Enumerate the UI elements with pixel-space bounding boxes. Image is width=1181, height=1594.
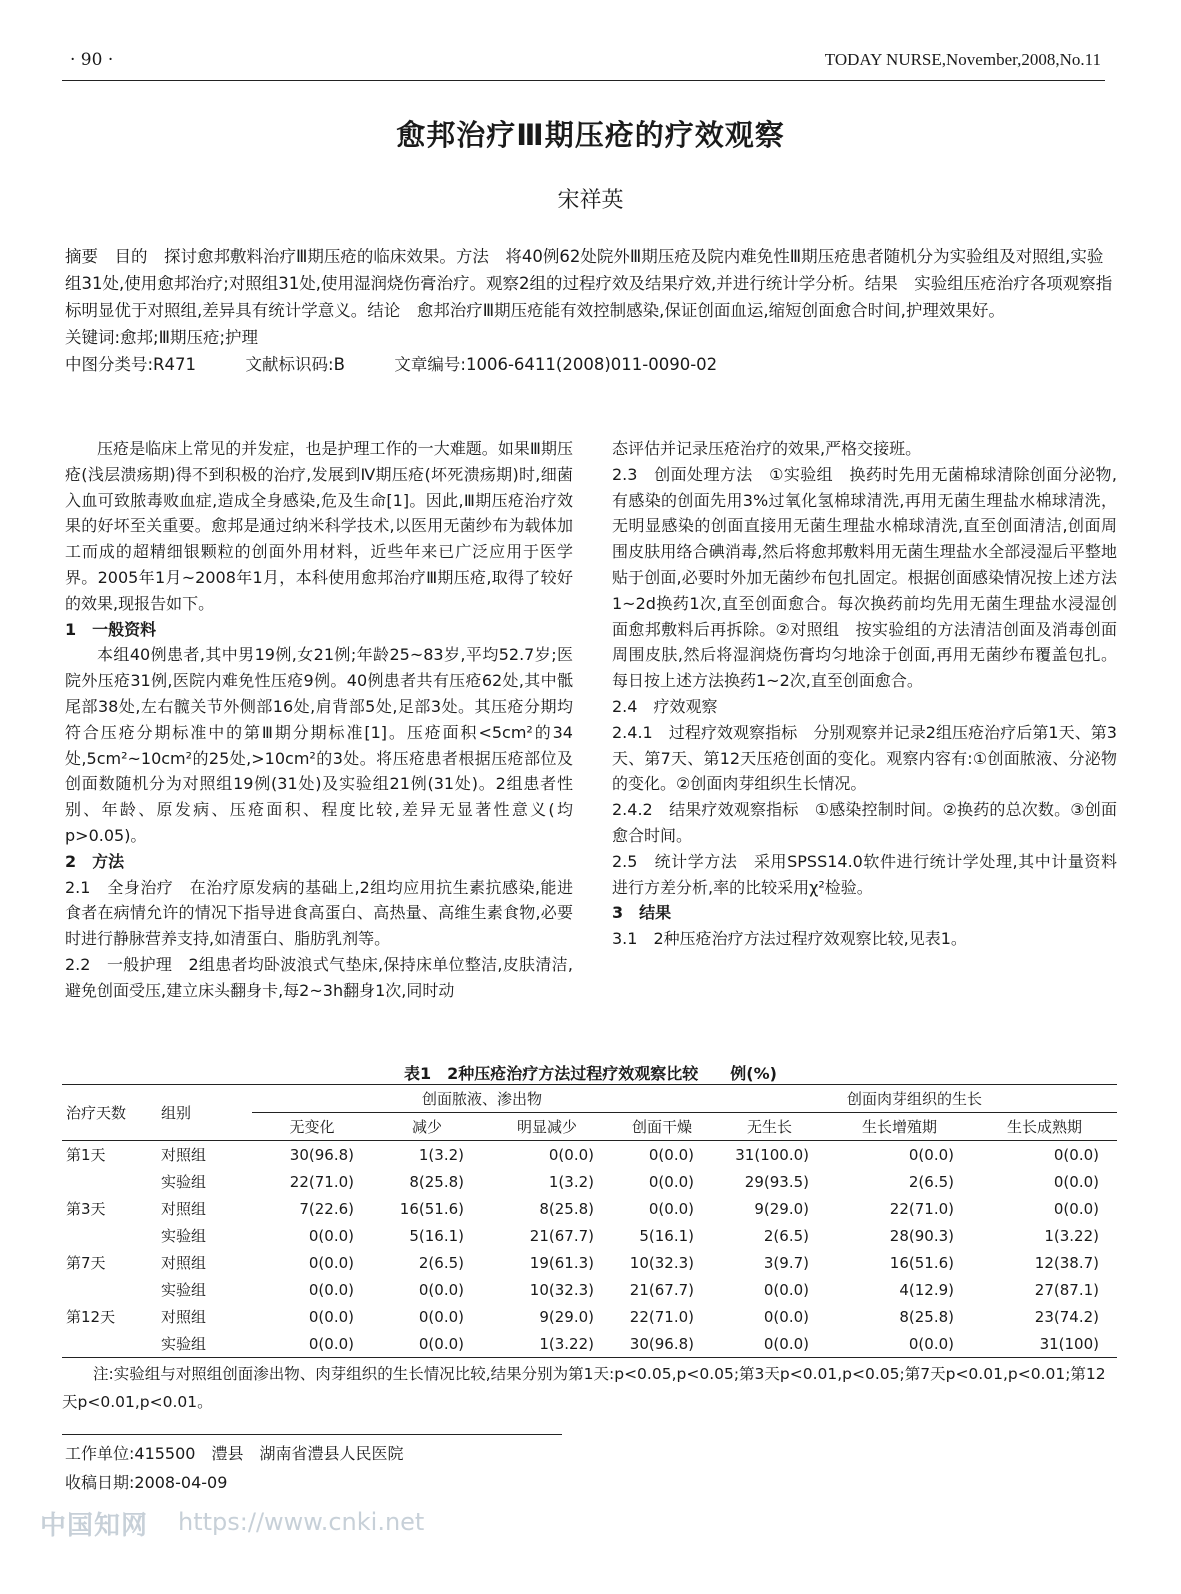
cell-value: 10(32.3) (629, 1253, 694, 1272)
body-paragraph: 2.4.2 结果疗效观察指标 ①感染控制时间。②换药的总次数。③创面愈合时间。 (612, 800, 1117, 845)
table-body (62, 1141, 1117, 1358)
received-date: 收稿日期:2008-04-09 (65, 1473, 228, 1492)
cell-value: 21(67.7) (529, 1226, 594, 1245)
cell-value: 0(0.0) (763, 1280, 809, 1299)
cell-value: 0(0.0) (548, 1145, 594, 1164)
cell-day (62, 1222, 157, 1249)
sub-header: 生长成熟期 (972, 1113, 1117, 1141)
cell-value: 2(6.5) (763, 1226, 809, 1245)
cell-value: 30(96.8) (612, 1330, 712, 1358)
sub-header: 创面干燥 (612, 1113, 712, 1141)
abstract-text: 摘要 目的 探讨愈邦敷料治疗Ⅲ期压疮的临床效果。方法 将40例62处院外Ⅲ期压疮及院内难免性Ⅲ期压疮患者随机分为实验组及对照组,实验组31处,使用愈邦治疗;对照组31处,使用湿润烧伤膏治疗。观察2组的过程疗效及结果疗效,并进行统计学分析。结果 实验组压疮治疗各项观察指标明显优于对照组,差异具有统计学意义。结论 愈邦治疗Ⅲ期压疮能有效控制感染,保证创面血运,缩短创面愈合时间,护理效果好。 (65, 247, 1113, 320)
cell-value: 16(51.6) (399, 1199, 464, 1218)
cell-value: 0(0.0) (372, 1330, 482, 1358)
cell-value: 0(0.0) (308, 1307, 354, 1326)
cnki-url-watermark: https://www.cnki.net (178, 1508, 425, 1536)
cell-value: 1(3.22) (482, 1330, 612, 1358)
left-column (65, 436, 573, 1004)
body-paragraph: 压疮是临床上常见的并发症，也是护理工作的一大难题。如果Ⅲ期压疮(浅层溃疡期)得不到积极的治疗,发展到Ⅳ期压疮(坏死溃疡期)时,细菌入血可致脓毒败血症,造成全身感染,危及生命[1]。因此,Ⅲ期压疮治疗效果的好坏至关重要。愈邦是通过纳米科学技术,以医用无菌纱布为载体加工而成的超精细银颗粒的创面外用材料，近些年来已广泛应用于医学界。2005年1月~2008年1月，本科使用愈邦治疗Ⅲ期压疮,取得了较好的效果,现报告如下。 (65, 439, 573, 613)
cell-value: 12(38.7) (1034, 1253, 1099, 1272)
cell-group: 对照组 (161, 1200, 207, 1218)
cell-value: 22(71.0) (889, 1199, 954, 1218)
cell-value: 0(0.0) (252, 1330, 372, 1358)
body-paragraph: 2.2 一般护理 2组患者均卧波浪式气垫床,保持床单位整洁,皮肤清洁,避免创面受压,建立床头翻身卡,每2~3h翻身1次,同时动 (65, 954, 573, 1000)
sub-header: 减少 (372, 1113, 482, 1141)
cell-value: 8(25.8) (899, 1307, 954, 1326)
cell-value: 1(3.22) (1044, 1226, 1099, 1245)
col-header-group: 组别 (157, 1085, 252, 1141)
col-group-exudate: 创面脓液、渗出物 (252, 1085, 712, 1113)
cell-value: 0(0.0) (418, 1307, 464, 1326)
cell-day (62, 1276, 157, 1303)
body-paragraph: 2.3 创面处理方法 ①实验组 换药时先用无菌棉球清除创面分泌物,有感染的创面先用3%过氧化氢棉球清洗,再用无菌生理盐水棉球清洗，无明显感染的创面直接用无菌生理盐水棉球清洗,直至创面清洁,创面周围皮肤用络合碘消毒,然后将愈邦敷料用无菌生理盐水全部浸湿后平整地贴于创面,必要时外加无菌纱布包扎固定。根据创面感染情况按上述方法1~2d换药1次,直至创面愈合。每次换药前均先用无菌生理盐水浸湿创面愈邦敷料后再拆除。②对照组 按实验组的方法清洁创面及消毒创面周围皮肤,然后将湿润烧伤膏均匀地涂于创面,再用无菌纱布覆盖包扎。每日按上述方法换药1~2次,直至创面愈合。 (612, 464, 1117, 691)
cell-value: 0(0.0) (308, 1226, 354, 1245)
cell-value: 0(0.0) (827, 1330, 972, 1358)
cell-day: 第12天 (66, 1308, 116, 1326)
cell-group: 实验组 (161, 1173, 207, 1191)
cell-value: 23(74.2) (1034, 1307, 1099, 1326)
cell-value: 8(25.8) (539, 1199, 594, 1218)
cell-day: 第3天 (66, 1200, 106, 1218)
cell-value: 22(71.0) (289, 1172, 354, 1191)
cell-value: 16(51.6) (889, 1253, 954, 1272)
cell-value: 0(0.0) (648, 1145, 694, 1164)
cell-value: 28(90.3) (889, 1226, 954, 1245)
cell-group: 对照组 (161, 1308, 207, 1326)
cell-value: 1(3.2) (418, 1145, 464, 1164)
cell-value: 0(0.0) (908, 1145, 954, 1164)
table-row (62, 1276, 1117, 1303)
cell-value: 5(16.1) (409, 1226, 464, 1245)
cell-value: 9(29.0) (539, 1307, 594, 1326)
cell-day: 第1天 (66, 1146, 106, 1164)
cell-value: 27(87.1) (1034, 1280, 1099, 1299)
cell-value: 0(0.0) (712, 1330, 827, 1358)
table-row (62, 1222, 1117, 1249)
section-heading: 1 一般资料 (65, 619, 157, 639)
article-title: 愈邦治疗Ⅲ期压疮的疗效观察 (396, 118, 785, 152)
cell-value: 0(0.0) (1053, 1199, 1099, 1218)
cell-value: 1(3.2) (548, 1172, 594, 1191)
cell-group: 实验组 (161, 1227, 207, 1245)
cell-value: 21(67.7) (629, 1280, 694, 1299)
abstract-block (65, 243, 1115, 378)
cell-value: 8(25.8) (409, 1172, 464, 1191)
table-row (62, 1195, 1117, 1222)
col-header-day: 治疗天数 (62, 1085, 157, 1141)
cell-value: 2(6.5) (418, 1253, 464, 1272)
body-paragraph: 3.1 2种压疮治疗方法过程疗效观察比较,见表1。 (612, 929, 967, 949)
cell-value: 22(71.0) (629, 1307, 694, 1326)
table-row (62, 1303, 1117, 1330)
table-row (62, 1249, 1117, 1276)
body-paragraph: 2.1 全身治疗 在治疗原发病的基础上,2组均应用抗生素抗感染,能进食者在病情允许的情况下指导进食高蛋白、高热量、高维生素食物,必要时进行静脉营养支持,如清蛋白、脂肪乳剂等。 (65, 877, 573, 949)
body-paragraph: 2.4 疗效观察 (612, 696, 718, 716)
sub-header: 无变化 (252, 1113, 372, 1141)
cell-value: 0(0.0) (308, 1280, 354, 1299)
article-author: 宋祥英 (557, 188, 624, 213)
cell-group: 实验组 (161, 1281, 207, 1299)
sub-header: 明显减少 (482, 1113, 612, 1141)
cell-group: 对照组 (161, 1254, 207, 1272)
body-paragraph: 2.4.1 过程疗效观察指标 分别观察并记录2组压疮治疗后第1天、第3天、第7天、第12天压疮创面的变化。观察内容有:①创面脓液、分泌物的变化。②创面肉芽组织生长情况。 (612, 722, 1117, 794)
cell-value: 0(0.0) (648, 1172, 694, 1191)
col-group-granulation: 创面肉芽组织的生长 (712, 1085, 1117, 1113)
cell-day (62, 1168, 157, 1195)
cell-value: 2(6.5) (908, 1172, 954, 1191)
cell-value: 31(100.0) (735, 1145, 809, 1164)
cell-value: 31(100) (972, 1330, 1117, 1358)
journal-header: TODAY NURSE,November,2008,No.11 (824, 50, 1101, 69)
body-paragraph: 2.5 统计学方法 采用SPSS14.0软件进行统计学处理,其中计量资料进行方差分析,率的比较采用χ²检验。 (612, 851, 1117, 897)
cell-day: 第7天 (66, 1254, 106, 1272)
table-row (62, 1168, 1117, 1195)
cell-value: 3(9.7) (763, 1253, 809, 1272)
table-note: 注:实验组与对照组创面渗出物、肉芽组织的生长情况比较,结果分别为第1天:p<0.05,p<0.05;第3天p<0.01,p<0.05;第7天p<0.01,p<0.01;第12天p<0.01,p<0.01。 (62, 1365, 1106, 1411)
cell-value: 29(93.5) (744, 1172, 809, 1191)
table-row (62, 1330, 1117, 1358)
cell-value: 0(0.0) (1053, 1172, 1099, 1191)
right-column (612, 436, 1117, 952)
cell-value: 4(12.9) (899, 1280, 954, 1299)
cell-group: 实验组 (157, 1330, 252, 1358)
cell-value: 19(61.3) (529, 1253, 594, 1272)
footnote-rule (62, 1434, 562, 1435)
section-heading: 2 方法 (65, 851, 125, 871)
header-rule (62, 80, 1105, 81)
cell-value: 7(22.6) (299, 1199, 354, 1218)
cell-value: 0(0.0) (1053, 1145, 1099, 1164)
results-table (62, 1084, 1117, 1358)
classification-line: 中图分类号:R471 文献标识码:B 文章编号:1006-6411(2008)011-0090-02 (65, 355, 718, 374)
cell-value: 0(0.0) (648, 1199, 694, 1218)
section-heading: 3 结果 (612, 903, 672, 923)
sub-header: 无生长 (712, 1113, 827, 1141)
table-row (62, 1141, 1117, 1169)
body-paragraph: 本组40例患者,其中男19例,女21例;年龄25~83岁,平均52.7岁;医院外压疮31例,医院内难免性压疮9例。40例患者共有压疮62处,其中骶尾部38处,左右髋关节外侧部16处,肩背部5处,足部3处。其压疮分期均符合压疮分期标准中的第Ⅲ期分期标准[1]。压疮面积<5cm²的34处,5cm²~10cm²的25处,>10cm²的3处。将压疮患者根据压疮部位及创面数随机分为对照组19例(31处)及实验组21例(31处)。2组患者性别、年龄、原发病、压疮面积、程度比较,差异无显著性意义(均p>0.05)。 (65, 645, 573, 845)
affiliation: 工作单位:415500 澧县 湖南省澧县人民医院 (65, 1444, 404, 1463)
keywords: 关键词:愈邦;Ⅲ期压疮;护理 (65, 328, 259, 347)
cnki-logo-watermark: 中国知网 (40, 1511, 149, 1541)
cell-value: 0(0.0) (308, 1253, 354, 1272)
cell-value: 9(29.0) (754, 1199, 809, 1218)
sub-header: 生长增殖期 (827, 1113, 972, 1141)
cell-day (62, 1330, 157, 1358)
cell-value: 0(0.0) (418, 1280, 464, 1299)
table-caption: 表1 2种压疮治疗方法过程疗效观察比较 例(%) (404, 1064, 777, 1083)
body-paragraph: 态评估并记录压疮治疗的效果,严格交接班。 (612, 439, 922, 458)
page-number: · 90 · (70, 50, 114, 70)
cell-value: 5(16.1) (639, 1226, 694, 1245)
cell-group: 对照组 (161, 1146, 207, 1164)
cell-value: 10(32.3) (529, 1280, 594, 1299)
cell-value: 30(96.8) (289, 1145, 354, 1164)
cell-value: 0(0.0) (763, 1307, 809, 1326)
